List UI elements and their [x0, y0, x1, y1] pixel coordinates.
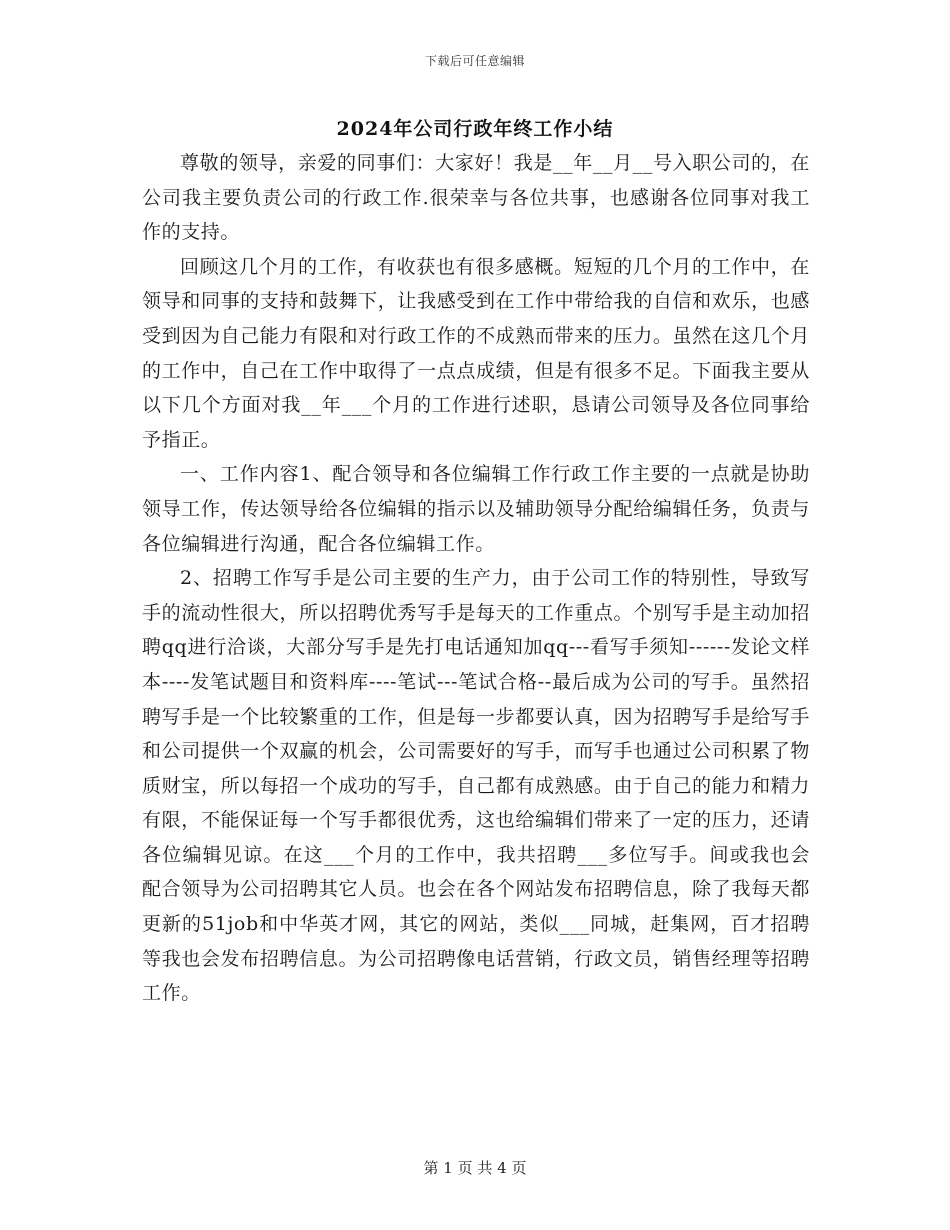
page-header: 下载后可任意编辑 [424, 54, 525, 68]
paragraph-recruitment: 2、招聘工作写手是公司主要的生产力，由于公司工作的特别性，导致写手的流动性很大，所以招聘优秀写手是每天的工作重点。个别写手是主动加招聘qq进行洽谈，大部分写手是先打电话通知加qq---看写手须知------发论文样本----发笔试题目和资料库----笔试---笔试合格--最后成为公司的写手。虽然招聘写手是一个比较繁重的工作，但是每一步都要认真，因为招聘写手是给写手和公司提供一个双赢的机会，公司需要好的写手，而写手也通过公司积累了物质财宝，所以每招一个成功的写手，自己都有成熟感。由于自己的能力和精力有限，不能保证每一个写手都很优秀，这也给编辑们带来了一定的压力，还请各位编辑见谅。在这___个月的工作中，我共招聘___多位写手。间或我也会配合领导为公司招聘其它人员。也会在各个网站发布招聘信息，除了我每天都更新的51job和中华英才网，其它的网站，类似___同城，赶集网，百才招聘等我也会发布招聘信息。为公司招聘像电话营销，行政文员，销售经理等招聘工作。 [142, 567, 810, 1005]
paragraph-review: 回顾这几个月的工作，有收获也有很多感概。短短的几个月的工作中，在领导和同事的支持和鼓舞下，让我感受到在工作中带给我的自信和欢乐，也感受到因为自己能力有限和对行政工作的不成熟而带来的压力。虽然在这几个月的工作中，自己在工作中取得了一点点成绩，但是有很多不足。下面我主要从以下几个方面对我__年___个月的工作进行述职，恳请公司领导及各位同事给予指正。 [142, 255, 810, 451]
paragraph-work-content: 一、工作内容1、配合领导和各位编辑工作行政工作主要的一点就是协助领导工作，传达领导给各位编辑的指示以及辅助领导分配给编辑任务，负责与各位编辑进行沟通，配合各位编辑工作。 [142, 463, 810, 555]
document-body [142, 146, 810, 1011]
document-title: 2024年公司行政年终工作小结 [336, 118, 614, 140]
paragraph-greeting: 尊敬的领导，亲爱的同事们：大家好！我是__年__月__号入职公司的，在公司我主要负责公司的行政工作.很荣幸与各位共事，也感谢各位同事对我工作的支持。 [142, 152, 810, 244]
page-number: 第 1 页 共 4 页 [423, 1159, 527, 1177]
